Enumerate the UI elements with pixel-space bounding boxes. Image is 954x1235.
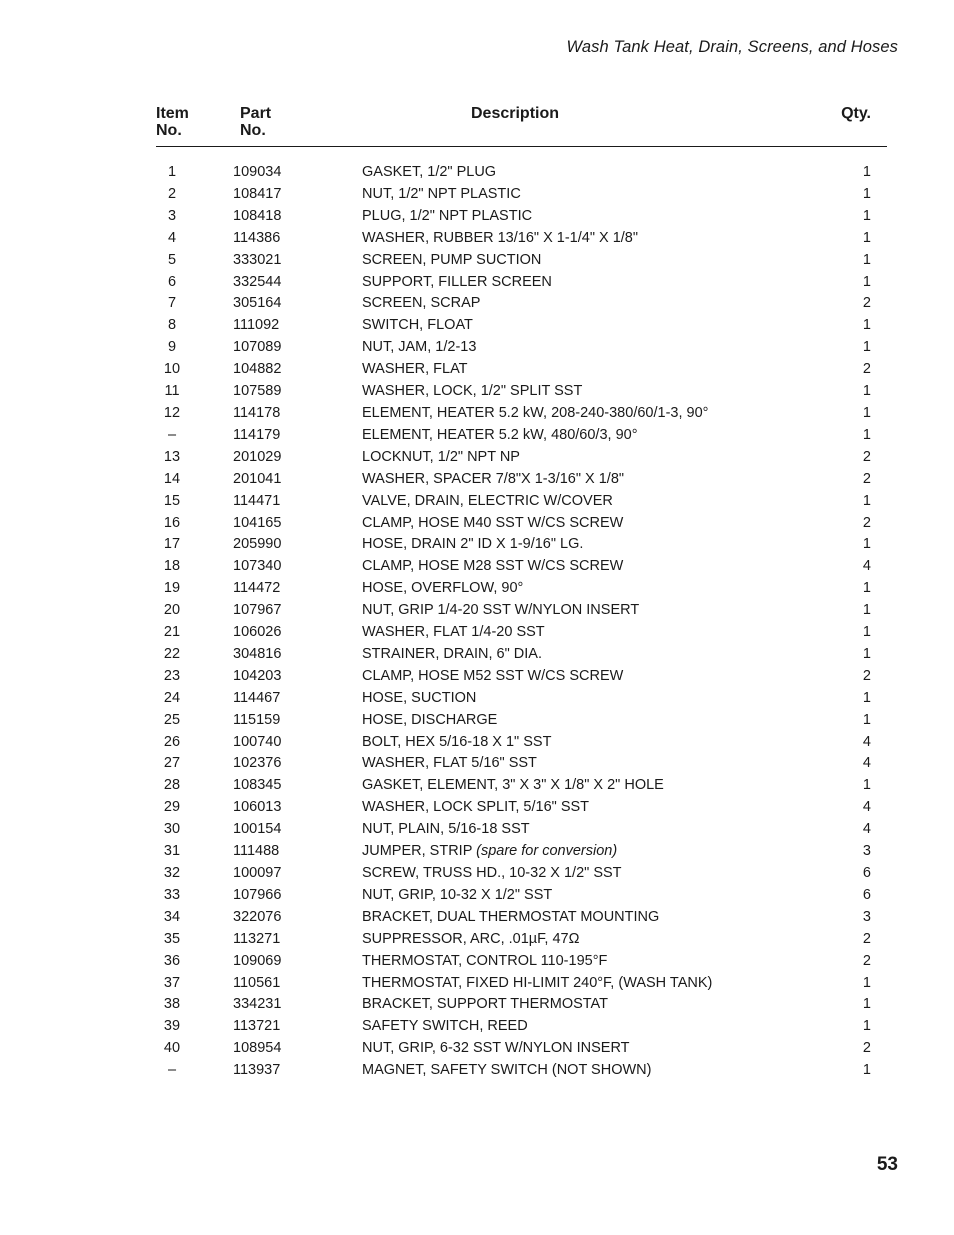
table-row: [156, 1060, 887, 1082]
item-number: 32: [163, 865, 181, 881]
description: [362, 775, 664, 797]
quantity: 2: [862, 295, 871, 312]
part-number: 334231: [233, 996, 282, 1013]
part-number: 113937: [233, 1062, 281, 1079]
table-row: [156, 403, 887, 425]
item-number: –: [167, 1062, 177, 1079]
description: [362, 513, 623, 535]
item-number: 31: [163, 843, 181, 860]
table-row: [156, 293, 887, 315]
item-number: 1: [167, 164, 177, 180]
part-number: 111092: [233, 317, 280, 334]
description: [362, 797, 589, 819]
part-number: 304816: [233, 645, 282, 662]
description: [362, 162, 496, 184]
quantity: 1: [862, 426, 871, 443]
description: [362, 534, 583, 556]
item-number: 17: [163, 536, 181, 553]
item-number: 2: [167, 185, 177, 202]
description: [362, 819, 530, 841]
item-number: 18: [163, 558, 181, 575]
table-row: [156, 644, 887, 666]
table-row: [156, 578, 887, 600]
item-number: 40: [163, 1040, 181, 1057]
table-row: [156, 337, 887, 359]
quantity: 2: [862, 952, 871, 969]
description: [362, 929, 579, 951]
column-header-qty: Qty.: [841, 105, 871, 122]
description-text: NUT, 1/2" NPT PLASTIC: [362, 185, 521, 202]
description: [362, 184, 521, 206]
item-number: 35: [163, 930, 181, 947]
description: [362, 600, 639, 622]
item-number: 29: [163, 799, 181, 816]
part-number: 107340: [233, 558, 282, 575]
part-number: 100154: [233, 821, 282, 838]
description: [362, 753, 537, 775]
item-number: 28: [163, 777, 181, 794]
quantity: 1: [862, 404, 871, 421]
part-number: 114467: [233, 689, 281, 706]
item-number: 36: [163, 952, 181, 969]
table-row: [156, 841, 887, 863]
quantity: 4: [862, 558, 871, 575]
description: [362, 732, 551, 754]
part-number: 109034: [233, 164, 282, 180]
page-number: 53: [876, 1154, 898, 1175]
quantity: 2: [862, 470, 871, 487]
description-text: CLAMP, HOSE M28 SST W/CS SCREW: [362, 558, 624, 575]
part-number: 108417: [233, 185, 282, 202]
table-row: [156, 929, 887, 951]
description: [362, 1060, 651, 1082]
item-number: 21: [163, 624, 181, 641]
part-number: 114472: [233, 580, 281, 597]
part-number: 104165: [233, 514, 282, 531]
quantity: 2: [862, 1040, 871, 1057]
description: [362, 1016, 528, 1038]
table-row: [156, 272, 887, 294]
description-text: VALVE, DRAIN, ELECTRIC W/COVER: [362, 492, 613, 509]
item-number: 12: [163, 404, 181, 421]
part-number: 333021: [233, 251, 282, 268]
description: [362, 447, 520, 469]
description-text: WASHER, LOCK SPLIT, 5/16" SST: [362, 799, 590, 816]
description: [362, 841, 617, 863]
part-number: 322076: [233, 908, 282, 925]
table-row: [156, 556, 887, 578]
description: [362, 293, 480, 315]
quantity: 1: [862, 536, 871, 553]
item-number: 16: [163, 514, 181, 531]
description-text: SCREEN, SCRAP: [362, 295, 481, 312]
quantity: 1: [862, 251, 871, 268]
description-text: ELEMENT, HEATER 5.2 kW, 208-240-380/60/1-3, 90°: [362, 404, 709, 421]
description: [362, 951, 607, 973]
table-row: [156, 797, 887, 819]
item-number: –: [167, 426, 177, 443]
description: [362, 973, 712, 995]
table-row: [156, 469, 887, 491]
quantity: 4: [862, 799, 871, 816]
part-number: 201029: [233, 448, 282, 465]
part-number: 100740: [233, 733, 282, 750]
quantity: 4: [862, 733, 871, 750]
quantity: 1: [862, 1018, 871, 1035]
description-text: GASKET, ELEMENT, 3" X 3" X 1/8" X 2" HOLE: [362, 777, 664, 794]
description-text: BRACKET, SUPPORT THERMOSTAT: [362, 996, 609, 1013]
quantity: 1: [862, 602, 871, 619]
part-number: 114386: [233, 229, 281, 246]
table-row: [156, 1038, 887, 1060]
table-row: [156, 315, 887, 337]
description-text: BOLT, HEX 5/16-18 X 1" SST: [362, 733, 552, 750]
item-number: 25: [163, 711, 181, 728]
table-row: [156, 534, 887, 556]
description: [362, 381, 582, 403]
table-row: [156, 491, 887, 513]
description-text: SCREW, TRUSS HD., 10-32 X 1/2" SST: [362, 865, 622, 881]
part-number: 104203: [233, 667, 282, 684]
description: [362, 228, 638, 250]
column-header-description: Description: [471, 105, 560, 122]
quantity: 1: [862, 645, 871, 662]
table-row: [156, 994, 887, 1016]
part-number: 106026: [233, 624, 282, 641]
quantity: 1: [862, 996, 871, 1013]
description-text: GASKET, 1/2" PLUG: [362, 164, 497, 180]
running-head: Wash Tank Heat, Drain, Screens, and Hoses: [566, 38, 898, 56]
table-row: [156, 951, 887, 973]
table-row: [156, 907, 887, 929]
description: [362, 469, 624, 491]
description: [362, 556, 623, 578]
quantity: 1: [862, 624, 871, 641]
quantity: 1: [862, 492, 871, 509]
item-number: 13: [163, 448, 181, 465]
description: [362, 710, 497, 732]
description: [362, 1038, 630, 1060]
table-row: [156, 184, 887, 206]
item-number: 26: [163, 733, 181, 750]
quantity: 4: [862, 821, 871, 838]
quantity: 1: [862, 317, 871, 334]
table-row: [156, 973, 887, 995]
description: [362, 337, 476, 359]
part-number: 332544: [233, 273, 282, 290]
quantity: 1: [862, 1062, 871, 1079]
column-header-part-no: Part No.: [240, 105, 272, 139]
quantity: 2: [862, 514, 871, 531]
description-text: NUT, GRIP, 6-32 SST W/NYLON INSERT: [362, 1040, 630, 1057]
description: [362, 863, 622, 885]
quantity: 1: [862, 777, 871, 794]
table-row: [156, 206, 887, 228]
part-number: 114471: [233, 492, 281, 509]
table-row: [156, 447, 887, 469]
description: [362, 907, 659, 929]
quantity: 1: [862, 229, 871, 246]
item-number: 19: [163, 580, 181, 597]
quantity: 3: [862, 908, 871, 925]
description: [362, 272, 552, 294]
table-row: [156, 775, 887, 797]
quantity: 1: [862, 185, 871, 202]
description-text: ELEMENT, HEATER 5.2 kW, 480/60/3, 90°: [362, 426, 638, 443]
table-row: [156, 732, 887, 754]
description: [362, 622, 545, 644]
table-row: [156, 753, 887, 775]
table-row: [156, 425, 887, 447]
part-number: 305164: [233, 295, 282, 312]
description-text: JUMPER, STRIP: [362, 843, 477, 860]
quantity: 4: [862, 755, 871, 772]
part-number: 107967: [233, 602, 282, 619]
description: [362, 578, 523, 600]
quantity: 1: [862, 339, 871, 356]
quantity: 6: [862, 886, 871, 903]
description-text: THERMOSTAT, CONTROL 110-195°F: [362, 952, 608, 969]
quantity: 3: [862, 843, 871, 860]
description-text: SCREEN, PUMP SUCTION: [362, 251, 542, 268]
description-text: HOSE, DRAIN 2" ID X 1-9/16" LG.: [362, 536, 584, 553]
description: [362, 359, 468, 381]
description: [362, 688, 476, 710]
description-text: WASHER, FLAT 1/4-20 SST: [362, 624, 545, 641]
description-text: NUT, PLAIN, 5/16-18 SST: [362, 821, 530, 838]
table-row: [156, 863, 887, 885]
part-number: 107589: [233, 383, 282, 400]
description-text: SAFETY SWITCH, REED: [362, 1018, 528, 1035]
item-number: 15: [163, 492, 181, 509]
table-row: [156, 381, 887, 403]
description: [362, 666, 623, 688]
description-text: CLAMP, HOSE M52 SST W/CS SCREW: [362, 667, 624, 684]
item-number: 37: [163, 974, 181, 991]
description-text: WASHER, SPACER 7/8"X 1-3/16" X 1/8": [362, 470, 625, 487]
description: [362, 994, 608, 1016]
part-number: 114179: [233, 426, 281, 443]
item-number: 23: [163, 667, 181, 684]
part-number: 107089: [233, 339, 282, 356]
part-number: 108418: [233, 207, 282, 224]
description-text: HOSE, SUCTION: [362, 689, 477, 706]
quantity: 1: [862, 383, 871, 400]
header-rule: [156, 146, 887, 147]
item-number: 24: [163, 689, 181, 706]
description-text: SUPPORT, FILLER SCREEN: [362, 273, 552, 290]
table-row: [156, 359, 887, 381]
parts-table: [156, 162, 887, 1082]
description-text: HOSE, OVERFLOW, 90°: [362, 580, 524, 597]
description: [362, 885, 552, 907]
quantity: 2: [862, 667, 871, 684]
item-number: 4: [167, 229, 177, 246]
description-text: NUT, GRIP 1/4-20 SST W/NYLON INSERT: [362, 602, 640, 619]
item-number: 9: [167, 339, 177, 356]
item-number: 8: [167, 317, 177, 334]
description-text: BRACKET, DUAL THERMOSTAT MOUNTING: [362, 908, 660, 925]
table-row: [156, 1016, 887, 1038]
part-number: 201041: [233, 470, 282, 487]
description-text: THERMOSTAT, FIXED HI-LIMIT 240°F, (WASH TANK): [362, 974, 713, 991]
part-number: 100097: [233, 865, 282, 881]
quantity: 1: [862, 689, 871, 706]
description: [362, 425, 638, 447]
part-number: 108345: [233, 777, 282, 794]
description-text: WASHER, RUBBER 13/16" X 1-1/4" X 1/8": [362, 229, 639, 246]
part-number: 111488: [233, 843, 280, 860]
item-number: 33: [163, 886, 181, 903]
description-text: HOSE, DISCHARGE: [362, 711, 498, 728]
quantity: 1: [862, 711, 871, 728]
part-number: 104882: [233, 361, 282, 378]
description-text: WASHER, FLAT 5/16" SST: [362, 755, 537, 772]
description-text: CLAMP, HOSE M40 SST W/CS SCREW: [362, 514, 624, 531]
quantity: 1: [862, 580, 871, 597]
description-note: (spare for conversion): [476, 843, 618, 860]
item-number: 6: [167, 273, 177, 290]
part-number: 205990: [233, 536, 282, 553]
item-number: 3: [167, 207, 177, 224]
description-text: MAGNET, SAFETY SWITCH (NOT SHOWN): [362, 1062, 652, 1079]
description-text: NUT, GRIP, 10-32 X 1/2" SST: [362, 886, 553, 903]
part-number: 106013: [233, 799, 282, 816]
description-text: WASHER, LOCK, 1/2" SPLIT SST: [362, 383, 583, 400]
quantity: 2: [862, 361, 871, 378]
table-row: [156, 666, 887, 688]
part-number: 113271: [233, 930, 281, 947]
part-number: 110561: [233, 974, 281, 991]
part-number: 107966: [233, 886, 282, 903]
item-number: 14: [163, 470, 181, 487]
description: [362, 403, 708, 425]
item-number: 11: [164, 383, 180, 400]
quantity: 6: [862, 865, 871, 881]
part-number: 102376: [233, 755, 282, 772]
item-number: 27: [163, 755, 181, 772]
part-number: 115159: [233, 711, 281, 728]
item-number: 30: [163, 821, 181, 838]
table-row: [156, 622, 887, 644]
description-text: STRAINER, DRAIN, 6" DIA.: [362, 645, 542, 662]
table-row: [156, 513, 887, 535]
quantity: 1: [862, 207, 871, 224]
item-number: 5: [167, 251, 177, 268]
item-number: 39: [163, 1018, 181, 1035]
description-text: NUT, JAM, 1/2-13: [362, 339, 477, 356]
description-text: LOCKNUT, 1/2" NPT NP: [362, 448, 520, 465]
table-row: [156, 228, 887, 250]
description-text: SWITCH, FLOAT: [362, 317, 473, 334]
item-number: 20: [163, 602, 181, 619]
item-number: 22: [163, 645, 181, 662]
item-number: 38: [163, 996, 181, 1013]
description: [362, 491, 613, 513]
description-text: PLUG, 1/2" NPT PLASTIC: [362, 207, 533, 224]
part-number: 114178: [233, 404, 281, 421]
table-row: [156, 688, 887, 710]
table-row: [156, 885, 887, 907]
quantity: 1: [862, 273, 871, 290]
description: [362, 644, 542, 666]
quantity: 1: [862, 164, 871, 180]
item-number: 10: [163, 361, 181, 378]
part-number: 109069: [233, 952, 282, 969]
description-text: SUPPRESSOR, ARC, .01µF, 47Ω: [362, 930, 580, 947]
table-row: [156, 600, 887, 622]
quantity: 1: [862, 974, 871, 991]
column-header-item-no: Item No.: [156, 105, 189, 139]
quantity: 2: [862, 930, 871, 947]
table-row: [156, 250, 887, 272]
item-number: 7: [167, 295, 177, 312]
part-number: 108954: [233, 1040, 282, 1057]
description: [362, 315, 473, 337]
description-text: WASHER, FLAT: [362, 361, 468, 378]
table-row: [156, 162, 887, 184]
table-row: [156, 710, 887, 732]
description: [362, 250, 541, 272]
description: [362, 206, 532, 228]
part-number: 113721: [233, 1018, 281, 1035]
quantity: 2: [862, 448, 871, 465]
table-row: [156, 819, 887, 841]
item-number: 34: [163, 908, 181, 925]
